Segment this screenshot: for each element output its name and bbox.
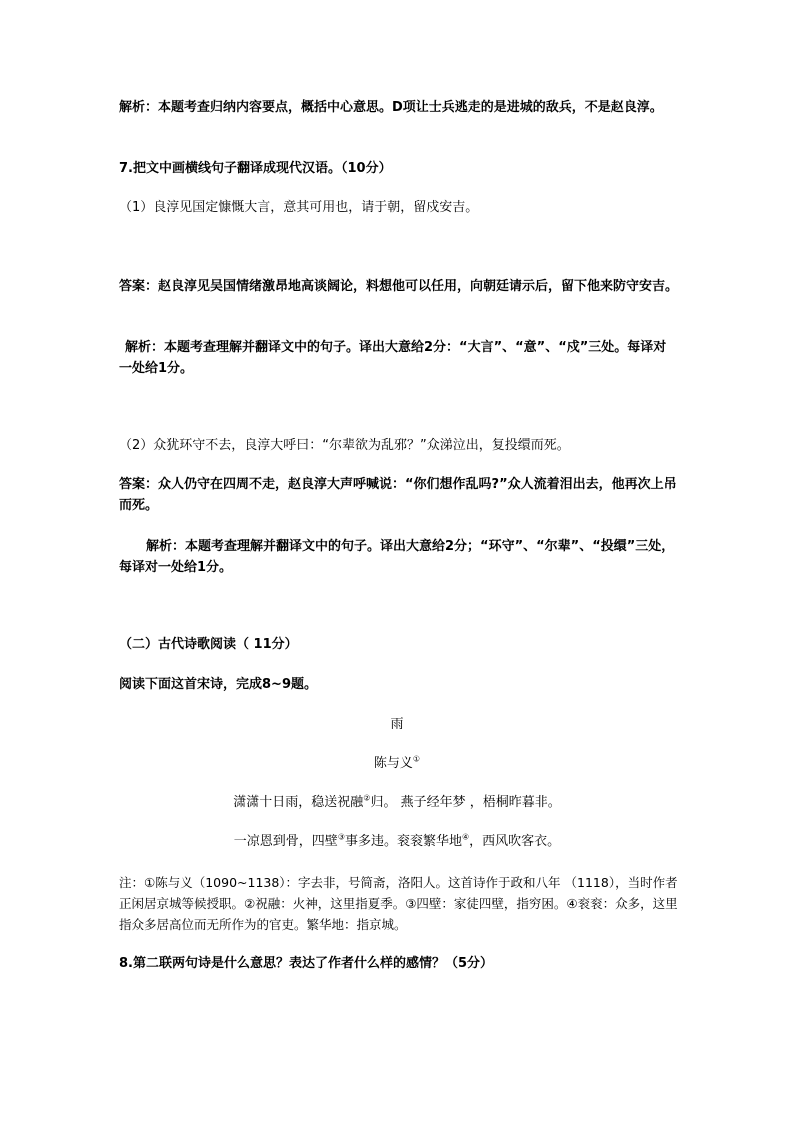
poem-line-2	[119, 831, 675, 852]
question-8: 8.第二联两句诗是什么意思？表达了作者什么样的感情？（5分）	[119, 956, 494, 971]
section-2-title: （二）古代诗歌阅读（ 11分）	[119, 637, 298, 652]
poem-line-1-part-b: 归。 燕子经年梦 ，梧桐昨暮非。	[370, 795, 561, 810]
poem-author-name: 陈与义	[373, 756, 413, 771]
note-mark-1: ①	[412, 754, 421, 764]
note-mark-4: ④	[462, 832, 470, 842]
poem-title: 雨	[390, 717, 404, 732]
poem-line-2-part-c: ，西风吹客衣。	[469, 834, 561, 849]
poem-notes: 注：①陈与义（1090~1138）：字去非，号简斋，洛阳人。这首诗作于政和八年 （1118），当时作者正闲居京城等候授职。②祝融：火神，这里指夏季。③四壁：家徒四壁，指穷困。④衮衮：众多，这里指众多居高位而无所作为的官吏。繁华地：指京城。	[119, 875, 678, 932]
note-mark-2: ②	[363, 793, 371, 803]
poem-line-2-part-a: 一凉恩到骨，四壁	[233, 834, 338, 849]
q7-answer-2: 答案：众人仍守在四周不走，赵良淳大声呼喊说：“你们想作乱吗?”众人流着泪出去，他再次上吊而死。	[119, 477, 677, 513]
poem-line-2-part-b: 事多违。衮衮繁华地	[344, 834, 462, 849]
note-mark-3: ③	[337, 832, 345, 842]
poem-line-1	[119, 792, 675, 813]
poem-intro: 阅读下面这首宋诗，完成8~9题。	[119, 677, 317, 692]
q7-sentence-2: （2）众犹环守不去，良淳大呼曰：“尔辈欲为乱邪？”众涕泣出，复投缳而死。	[119, 438, 570, 453]
analysis-6: 解析：本题考查归纳内容要点，概括中心意思。D项让士兵逃走的是进城的敌兵，不是赵良淳。	[119, 100, 663, 115]
q7-sentence-1: （1）良淳见国定慷慨大言，意其可用也，请于朝，留戍安吉。	[119, 200, 479, 215]
q7-analysis-2: 解析：本题考查理解并翻译文中的句子。译出大意给2分；“环守”、“尔辈”、“投缳”三处，每译对一处给1分。	[119, 539, 675, 575]
poem-author	[119, 753, 675, 774]
question-7: 7.把文中画横线句子翻译成现代汉语。（10分）	[119, 161, 392, 176]
q7-answer-1: 答案：赵良淳见吴国情绪激昂地高谈阔论，料想他可以任用，向朝廷请示后，留下他来防守安吉。	[119, 279, 679, 294]
poem-line-1-part-a: 潇潇十日雨，稳送祝融	[233, 795, 364, 810]
q7-analysis-1: 解析：本题考查理解并翻译文中的句子。译出大意给2分：“大言”、“意”、“戍”三处。每译对一处给1分。	[119, 340, 667, 376]
